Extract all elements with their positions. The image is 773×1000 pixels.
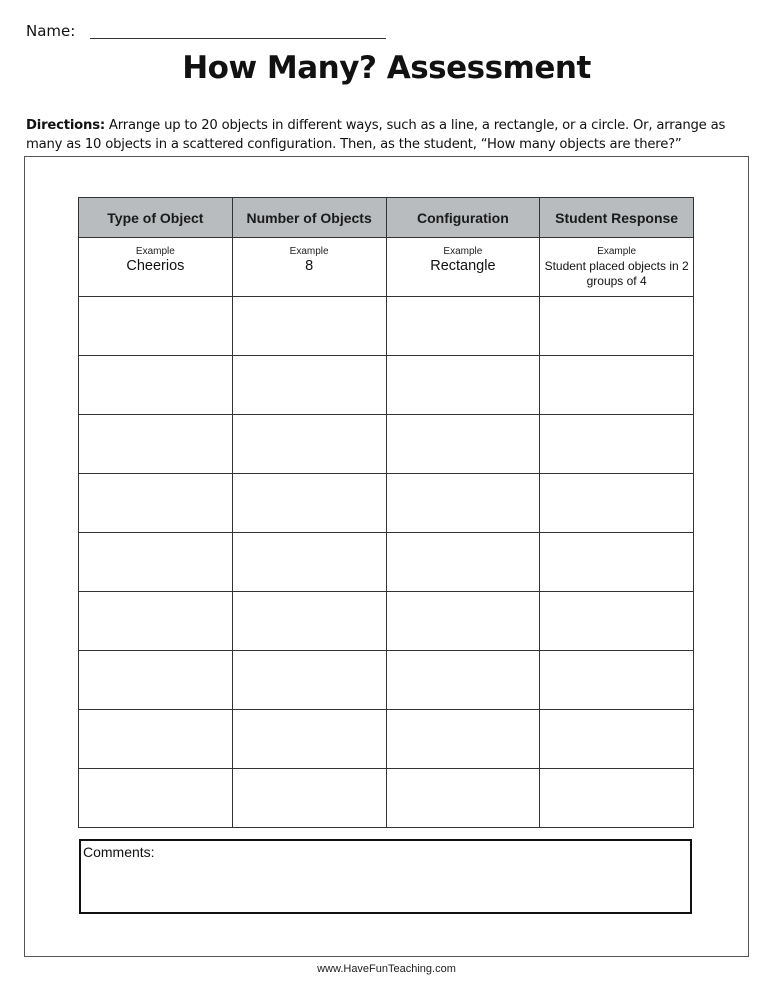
answer-cell[interactable] (232, 415, 386, 474)
example-cell-number (232, 238, 386, 297)
answer-cell[interactable] (79, 710, 233, 769)
answer-cell[interactable] (79, 651, 233, 710)
answer-cell[interactable] (232, 710, 386, 769)
answer-cell[interactable] (540, 415, 694, 474)
comments-label: Comments: (83, 844, 155, 860)
example-cell-configuration (386, 238, 540, 297)
example-value: Student placed objects in 2 groups of 4 (544, 259, 689, 288)
answer-cell[interactable] (540, 474, 694, 533)
example-label: Example (597, 246, 637, 257)
answer-cell[interactable] (79, 533, 233, 592)
example-value: Cheerios (126, 258, 185, 274)
answer-cell[interactable] (79, 474, 233, 533)
answer-cell[interactable] (386, 592, 540, 651)
column-header-type: Type of Object (79, 198, 233, 238)
example-cell-type (79, 238, 233, 297)
answer-cell[interactable] (540, 592, 694, 651)
answer-cell[interactable] (540, 533, 694, 592)
page-title: How Many? Assessment (182, 50, 591, 86)
answer-cell[interactable] (232, 533, 386, 592)
answer-cell[interactable] (386, 769, 540, 828)
example-cell-response (540, 238, 694, 297)
name-field[interactable] (90, 38, 386, 39)
name-label: Name: (26, 22, 76, 40)
comments-box[interactable] (79, 839, 692, 914)
table-row (79, 592, 694, 651)
answer-cell[interactable] (540, 297, 694, 356)
example-row (79, 238, 694, 297)
answer-cell[interactable] (386, 533, 540, 592)
answer-cell[interactable] (79, 356, 233, 415)
answer-cell[interactable] (386, 297, 540, 356)
answer-cell[interactable] (232, 474, 386, 533)
table-row (79, 533, 694, 592)
directions (26, 116, 750, 154)
answer-cell[interactable] (540, 710, 694, 769)
table-row (79, 710, 694, 769)
column-header-configuration: Configuration (386, 198, 540, 238)
answer-cell[interactable] (79, 769, 233, 828)
answer-cell[interactable] (232, 356, 386, 415)
example-label: Example (443, 246, 483, 257)
table-row (79, 297, 694, 356)
answer-cell[interactable] (232, 592, 386, 651)
answer-cell[interactable] (540, 651, 694, 710)
assessment-table (78, 197, 694, 828)
example-label: Example (135, 246, 175, 257)
column-header-response: Student Response (540, 198, 694, 238)
table-row (79, 356, 694, 415)
table-row (79, 769, 694, 828)
answer-cell[interactable] (79, 297, 233, 356)
answer-cell[interactable] (386, 710, 540, 769)
example-value: 8 (305, 258, 314, 274)
answer-cell[interactable] (386, 474, 540, 533)
answer-cell[interactable] (79, 592, 233, 651)
table-header-row (79, 198, 694, 238)
answer-cell[interactable] (540, 356, 694, 415)
answer-cell[interactable] (232, 297, 386, 356)
table-row (79, 651, 694, 710)
column-header-number: Number of Objects (232, 198, 386, 238)
answer-cell[interactable] (386, 415, 540, 474)
example-label: Example (289, 246, 329, 257)
directions-text: Arrange up to 20 objects in different ways, such as a line, a rectangle, or a circle. Or, arrange as many as 10 objects in a scattered configuration. Then, as the student, “How many objects are there?” (26, 118, 726, 152)
answer-cell[interactable] (232, 651, 386, 710)
answer-cell[interactable] (232, 769, 386, 828)
example-value: Rectangle (430, 258, 496, 274)
answer-cell[interactable] (386, 356, 540, 415)
answer-cell[interactable] (79, 415, 233, 474)
directions-label: Directions: (26, 118, 105, 133)
answer-cell[interactable] (386, 651, 540, 710)
footer-website: www.HaveFunTeaching.com (317, 963, 456, 975)
answer-cell[interactable] (540, 769, 694, 828)
table-row (79, 415, 694, 474)
table-row (79, 474, 694, 533)
